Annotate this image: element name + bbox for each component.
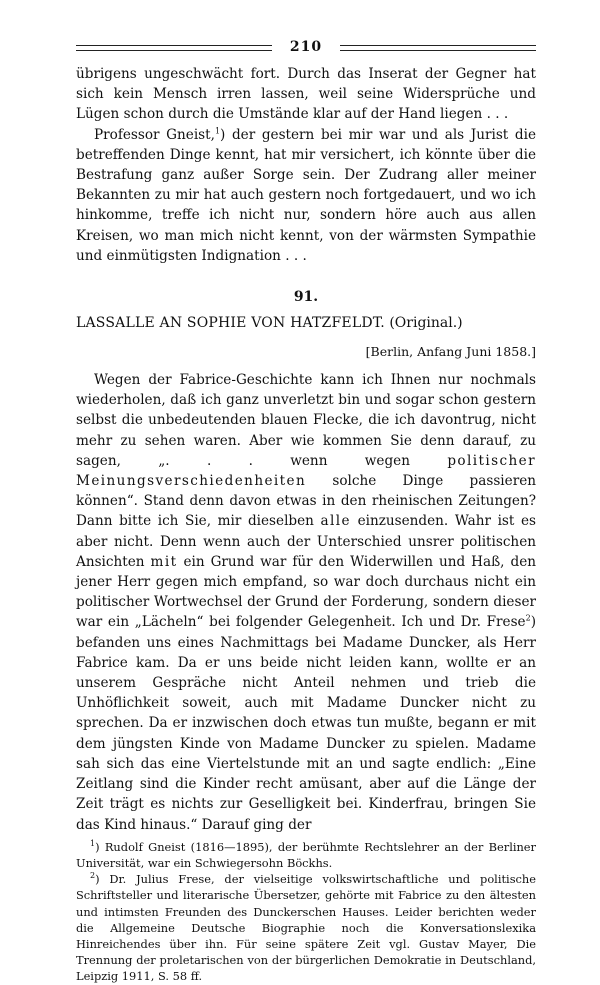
letter-source-note: (Original.): [389, 315, 463, 332]
letter-paragraph: [76, 370, 536, 835]
footnote-mark-1: 1: [90, 838, 96, 848]
letter-number: 91.: [293, 289, 319, 306]
footnote-2: [76, 871, 536, 984]
text-span: ) befanden uns eines Nachmittags bei Madame Duncker, als Herr Fabrice kam. Da er uns beide nicht leiden kann, wollte er an unserem Gespräche nicht Anteil nehmen und trieb die Unhöflichkeit soweit, auch mit Madame Duncker nicht zu sprechen. Da er inzwischen doch etwas tun mußte, begann er mit dem jüngsten Kinde von Madame Duncker zu spielen. Madame sah sich das eine Viertelstunde mit an und sagte endlich: „Eine Zeitlang sind die Kinder recht amüsant, aber auf die Länge der Zeit trägt es nichts zur Geselligkeit bei. Kinderfrau, bringen Sie das Kind hinaus.“ Darauf ging der: [76, 614, 536, 833]
footnote-text-2: ) Dr. Julius Frese, der vielseitige volkswirtschaftliche und politische Schriftsteller und literarische Übersetzer, gehörte mit Fabrice zu den ältesten und intimsten Freunden des Dunckerschen Hauses. Leider berichten weder die Allgemeine Deutsche Biographie noch die Konversationslexika Hinreichendes über ihn. Für seine spätere Zeit vgl. Gustav Mayer, Die Trennung der proletarischen von der bürgerlichen Demokratie in Deutschland, Leipzig 1911, S. 58 ff.: [76, 872, 536, 984]
letter-body: [76, 370, 536, 835]
spaced-text: mit: [150, 553, 178, 570]
footnote-ref-1: 1: [214, 126, 221, 136]
page-number: 210: [289, 39, 323, 55]
footnotes: [76, 839, 536, 985]
footnote-ref-2: 2: [525, 613, 531, 623]
letter-title: LASSALLE AN SOPHIE VON HATZFELDT.: [76, 315, 385, 332]
letter-title-line: [76, 312, 536, 334]
running-head: [76, 36, 536, 58]
spaced-text: alle: [320, 513, 351, 530]
text-span: solche Dinge passieren können“. Stand denn davon etwas in den rheinischen Zeitungen? Dann bitte ich Sie, mir dieselben: [76, 473, 536, 530]
footnote-text-1: ) Rudolf Gneist (1816—1895), der berühmte Rechtslehrer an der Berliner Universität, war ein Schwiegersohn Böckhs.: [76, 839, 536, 870]
text-span: einzusenden. Wahr ist es aber nicht. Denn wenn auch der Unterschied unsrer politischen Ansichten: [76, 513, 536, 570]
continued-text: [76, 64, 536, 266]
paragraph-continued: übrigens ungeschwächt fort. Durch das Inserat der Gegner hat sich kein Mensch irren lassen, weil seine Widersprüche und Lügen schon durch die Umstände klar auf der Hand liegen . . .: [76, 66, 536, 123]
footnote-1: [76, 839, 536, 871]
header-rule-right: [340, 45, 536, 51]
book-page: [76, 36, 536, 985]
text-span: ) der gestern bei mir war und als Jurist die betreffenden Dinge kennt, hat mir versichert, ich könnte über die Bestrafung ganz außer Sorge sein. Der Zudrang aller meiner Bekannten zu mir hat auch gestern noch fortgedauert, und wo ich hinkomme, treffe ich nicht nur, sondern höre auch aus allen Kreisen, wo man mich nicht kennt, von der wärmsten Sympathie und einmütigsten Indignation . . .: [76, 126, 536, 264]
text-span: Professor Gneist,: [94, 126, 215, 143]
text-span: Wegen der Fabrice-Geschichte kann ich Ihnen nur nochmals wiederholen, daß ich ganz unverletzt bin und sogar schon gestern selbst die unbedeutenden blauen Flecke, die ich davontrug, nicht mehr zu sehen waren. Aber wie kommen Sie denn darauf, zu sagen, „. . . wenn wegen: [76, 372, 536, 469]
text-span: ein Grund war für den Widerwillen und Haß, den jener Herr gegen mich empfand, so war doch durchaus nicht ein politischer Wortwechsel der Grund der Forderung, sondern dieser war ein „Lächeln“ bei folgender Gelegenheit. Ich und Dr. Frese: [76, 553, 536, 631]
place-date: [Berlin, Anfang Juni 1858.]: [365, 344, 536, 360]
footnote-mark-2: 2: [90, 871, 96, 881]
paragraph-gneist: [76, 125, 536, 266]
spaced-text: politischer Meinungsverschiedenheiten: [76, 452, 536, 490]
